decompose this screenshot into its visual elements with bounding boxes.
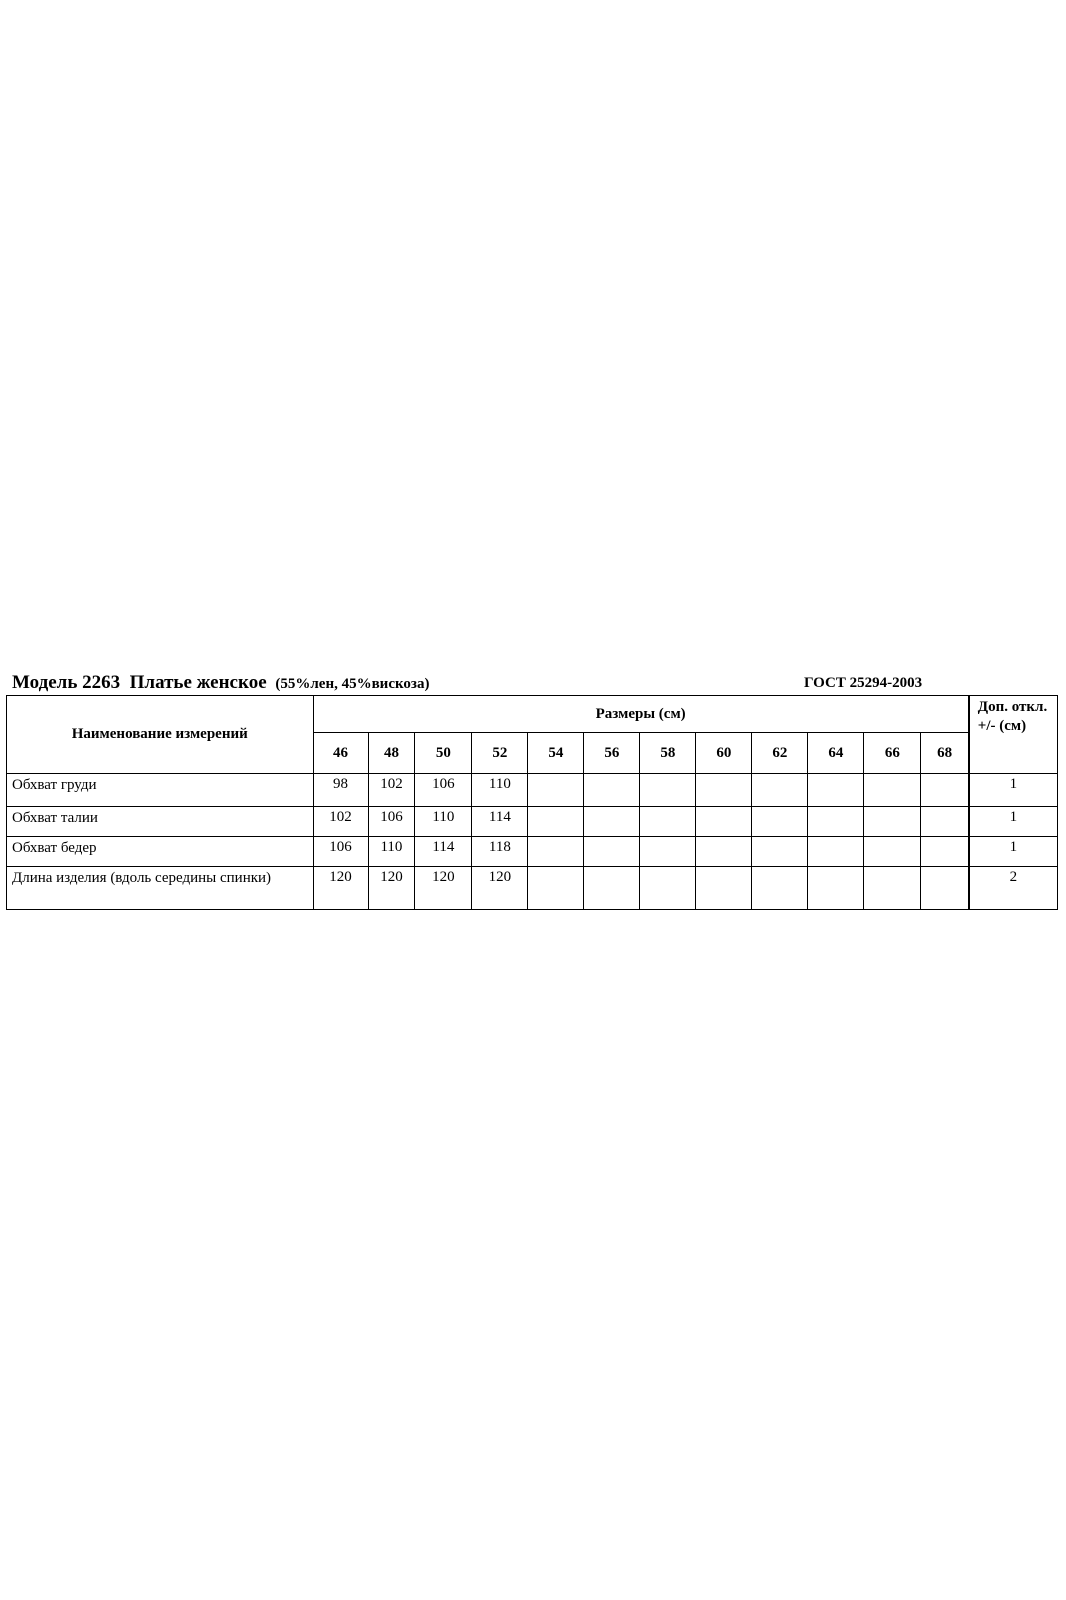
size-cell: 50 bbox=[415, 733, 472, 774]
measurement-label: Обхват талии bbox=[7, 807, 314, 837]
size-cell: 54 bbox=[528, 733, 584, 774]
value-cell: 106 bbox=[415, 774, 472, 807]
value-cell bbox=[808, 774, 864, 807]
tolerance-cell: 2 bbox=[969, 867, 1058, 910]
value-cell bbox=[864, 837, 921, 867]
value-cell: 120 bbox=[368, 867, 415, 910]
measurement-label: Длина изделия (вдоль середины спинки) bbox=[7, 867, 314, 910]
value-cell bbox=[808, 837, 864, 867]
value-cell: 118 bbox=[472, 837, 528, 867]
size-cell: 46 bbox=[313, 733, 368, 774]
measurement-label: Обхват груди bbox=[7, 774, 314, 807]
value-cell: 102 bbox=[313, 807, 368, 837]
value-cell: 106 bbox=[368, 807, 415, 837]
value-cell bbox=[528, 837, 584, 867]
measurement-label: Обхват бедер bbox=[7, 837, 314, 867]
document-heading bbox=[12, 672, 1052, 696]
size-chart-table bbox=[6, 695, 1058, 910]
value-cell bbox=[752, 774, 808, 807]
value-cell bbox=[808, 867, 864, 910]
table-row bbox=[7, 774, 1058, 807]
table-row bbox=[7, 837, 1058, 867]
value-cell: 110 bbox=[368, 837, 415, 867]
value-cell bbox=[921, 867, 969, 910]
value-cell: 110 bbox=[472, 774, 528, 807]
value-cell bbox=[584, 807, 640, 837]
table-row bbox=[7, 867, 1058, 910]
value-cell bbox=[752, 837, 808, 867]
value-cell bbox=[584, 774, 640, 807]
sizes-header: Размеры (см) bbox=[313, 696, 969, 733]
tolerance-cell: 1 bbox=[969, 837, 1058, 867]
measurement-header: Наименование измерений bbox=[7, 696, 314, 774]
value-cell bbox=[584, 837, 640, 867]
tolerance-cell: 1 bbox=[969, 774, 1058, 807]
value-cell bbox=[528, 774, 584, 807]
value-cell: 114 bbox=[415, 837, 472, 867]
value-cell: 120 bbox=[415, 867, 472, 910]
fabric-composition: (55%лен, 45%вискоза) bbox=[275, 676, 430, 692]
value-cell bbox=[640, 774, 696, 807]
value-cell: 98 bbox=[313, 774, 368, 807]
table-header-row bbox=[7, 696, 1058, 733]
value-cell bbox=[864, 807, 921, 837]
value-cell bbox=[864, 867, 921, 910]
value-cell bbox=[752, 867, 808, 910]
value-cell bbox=[921, 807, 969, 837]
value-cell: 106 bbox=[313, 837, 368, 867]
value-cell bbox=[921, 837, 969, 867]
size-cell: 60 bbox=[696, 733, 752, 774]
value-cell bbox=[921, 774, 969, 807]
value-cell bbox=[696, 774, 752, 807]
model-title bbox=[12, 672, 429, 694]
value-cell bbox=[864, 774, 921, 807]
value-cell bbox=[696, 807, 752, 837]
product-name: Платье женское bbox=[129, 672, 267, 693]
value-cell bbox=[640, 837, 696, 867]
value-cell: 114 bbox=[472, 807, 528, 837]
size-cell: 62 bbox=[752, 733, 808, 774]
size-cell: 58 bbox=[640, 733, 696, 774]
size-cell: 48 bbox=[368, 733, 415, 774]
value-cell bbox=[640, 807, 696, 837]
value-cell bbox=[528, 807, 584, 837]
value-cell: 110 bbox=[415, 807, 472, 837]
value-cell bbox=[696, 867, 752, 910]
size-cell: 66 bbox=[864, 733, 921, 774]
value-cell bbox=[696, 837, 752, 867]
value-cell bbox=[640, 867, 696, 910]
size-cell: 64 bbox=[808, 733, 864, 774]
value-cell bbox=[808, 807, 864, 837]
tolerance-cell: 1 bbox=[969, 807, 1058, 837]
standard-label: ГОСТ 25294-2003 bbox=[804, 675, 923, 691]
tolerance-header: Доп. откл. +/- (см) bbox=[969, 696, 1058, 774]
size-cell: 52 bbox=[472, 733, 528, 774]
size-cell: 56 bbox=[584, 733, 640, 774]
value-cell bbox=[528, 867, 584, 910]
size-cell: 68 bbox=[921, 733, 969, 774]
value-cell: 102 bbox=[368, 774, 415, 807]
value-cell bbox=[752, 807, 808, 837]
value-cell: 120 bbox=[472, 867, 528, 910]
value-cell: 120 bbox=[313, 867, 368, 910]
model-number: Модель 2263 bbox=[12, 672, 121, 693]
value-cell bbox=[584, 867, 640, 910]
table-row bbox=[7, 807, 1058, 837]
